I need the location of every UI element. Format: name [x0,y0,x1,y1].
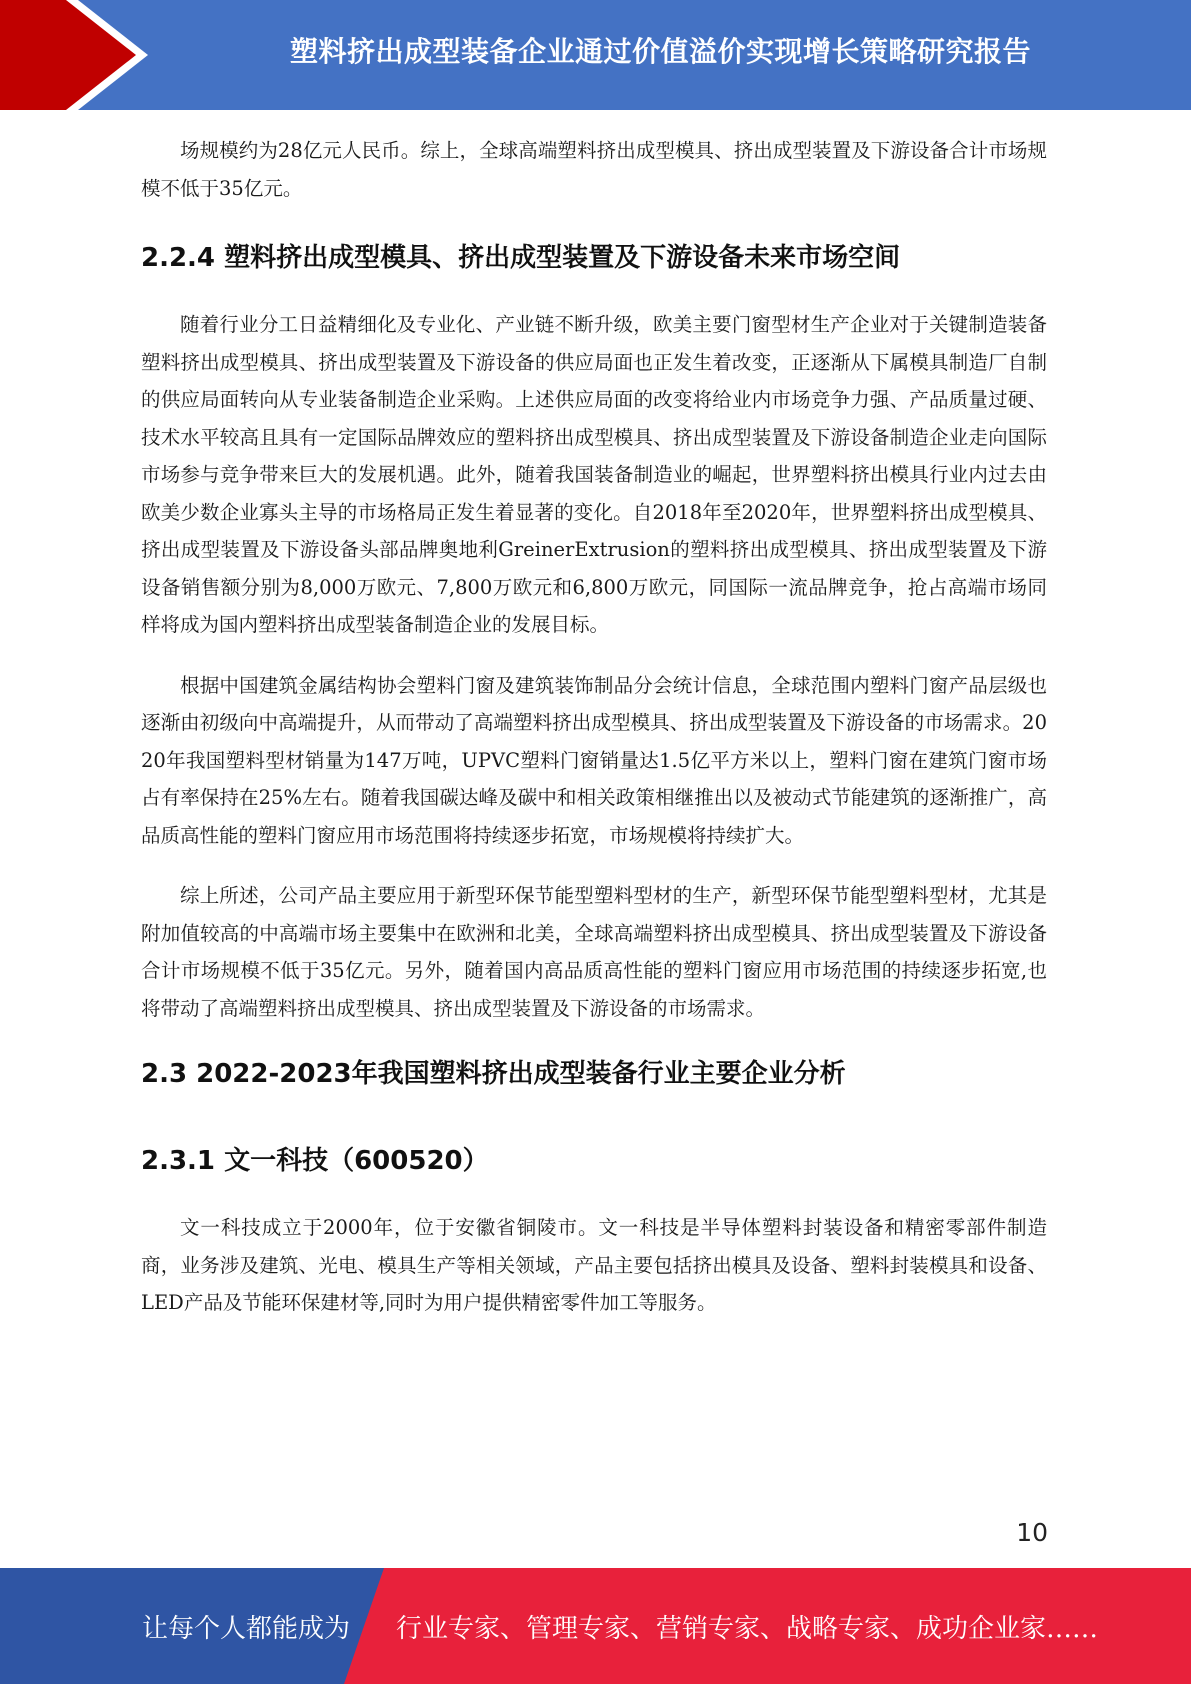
section-heading-2-3: 2.3 2022-2023年我国塑料挤出成型装备行业主要企业分析 [141,1059,846,1089]
document-body [141,132,1047,1322]
page-header [0,0,1191,110]
section-2-2-4-paragraph-2: 根据中国建筑金属结构协会塑料门窗及建筑装饰制品分会统计信息，全球范围内塑料门窗产品层级也逐渐由初级向中高端提升，从而带动了高端塑料挤出成型模具、挤出成型装置及下游设备的市场需求。2020年我国塑料型材销量为147万吨，UPVC塑料门窗销量达1.5亿平方米以上，塑料门窗在建筑门窗市场占有率保持在25%左右。随着我国碳达峰及碳中和相关政策相继推出以及被动式节能建筑的逐渐推广，高品质高性能的塑料门窗应用市场范围将持续逐步拓宽，市场规模将持续扩大。 [141,673,1047,847]
page-number: 10 [1016,1518,1048,1547]
section-2-2-4-paragraph-3: 综上所述，公司产品主要应用于新型环保节能型塑料型材的生产，新型环保节能型塑料型材，尤其是附加值较高的中高端市场主要集中在欧洲和北美，全球高端塑料挤出成型模具、挤出成型装置及下游设备合计市场规模不低于35亿元。另外，随着国内高品质高性能的塑料门窗应用市场范围的持续逐步拓宽,也将带动了高端塑料挤出成型模具、挤出成型装置及下游设备的市场需求。 [141,884,1047,1020]
report-title: 塑料挤出成型装备企业通过价值溢价实现增长策略研究报告 [289,35,1031,68]
section-2-3-1-paragraph: 文一科技成立于2000年，位于安徽省铜陵市。文一科技是半导体塑料封装设备和精密零部件制造商，业务涉及建筑、光电、模具生产等相关领域，产品主要包括挤出模具及设备、塑料封装模具和设备、LED产品及节能环保建材等,同时为用户提供精密零件加工等服务。 [141,1216,1047,1314]
section-heading-2-3-1: 2.3.1 文一科技（600520） [141,1146,489,1176]
footer-slogan-left: 让每个人都能成为 [142,1613,351,1644]
section-heading-2-2-4: 2.2.4 塑料挤出成型模具、挤出成型装置及下游设备未来市场空间 [141,243,901,273]
header-arrow-shape [0,0,136,110]
section-2-2-4-paragraph-1: 随着行业分工日益精细化及专业化、产业链不断升级，欧美主要门窗型材生产企业对于关键制造装备塑料挤出成型模具、挤出成型装置及下游设备的供应局面也正发生着改变，正逐渐从下属模具制造厂自制的供应局面转向从专业装备制造企业采购。上述供应局面的改变将给业内市场竞争力强、产品质量过硬、技术水平较高且具有一定国际品牌效应的塑料挤出成型模具、挤出成型装置及下游设备制造企业走向国际市场参与竞争带来巨大的发展机遇。此外，随着我国装备制造业的崛起，世界塑料挤出模具行业内过去由欧美少数企业寡头主导的市场格局正发生着显著的变化。自2018年至2020年，世界塑料挤出成型模具、挤出成型装置及下游设备头部品牌奥地利GreinerExtrusion的塑料挤出成型模具、挤出成型装置及下游设备销售额分别为8,000万欧元、7,800万欧元和6,800万欧元，同国际一流品牌竞争，抢占高端市场同样将成为国内塑料挤出成型装备制造企业的发展目标。 [141,313,1047,636]
intro-paragraph: 场规模约为28亿元人民币。综上，全球高端塑料挤出成型模具、挤出成型装置及下游设备合计市场规模不低于35亿元。 [141,139,1047,200]
footer-slogan-right: 行业专家、管理专家、营销专家、战略专家、成功企业家…… [396,1613,1099,1644]
page-footer [0,1568,1191,1684]
